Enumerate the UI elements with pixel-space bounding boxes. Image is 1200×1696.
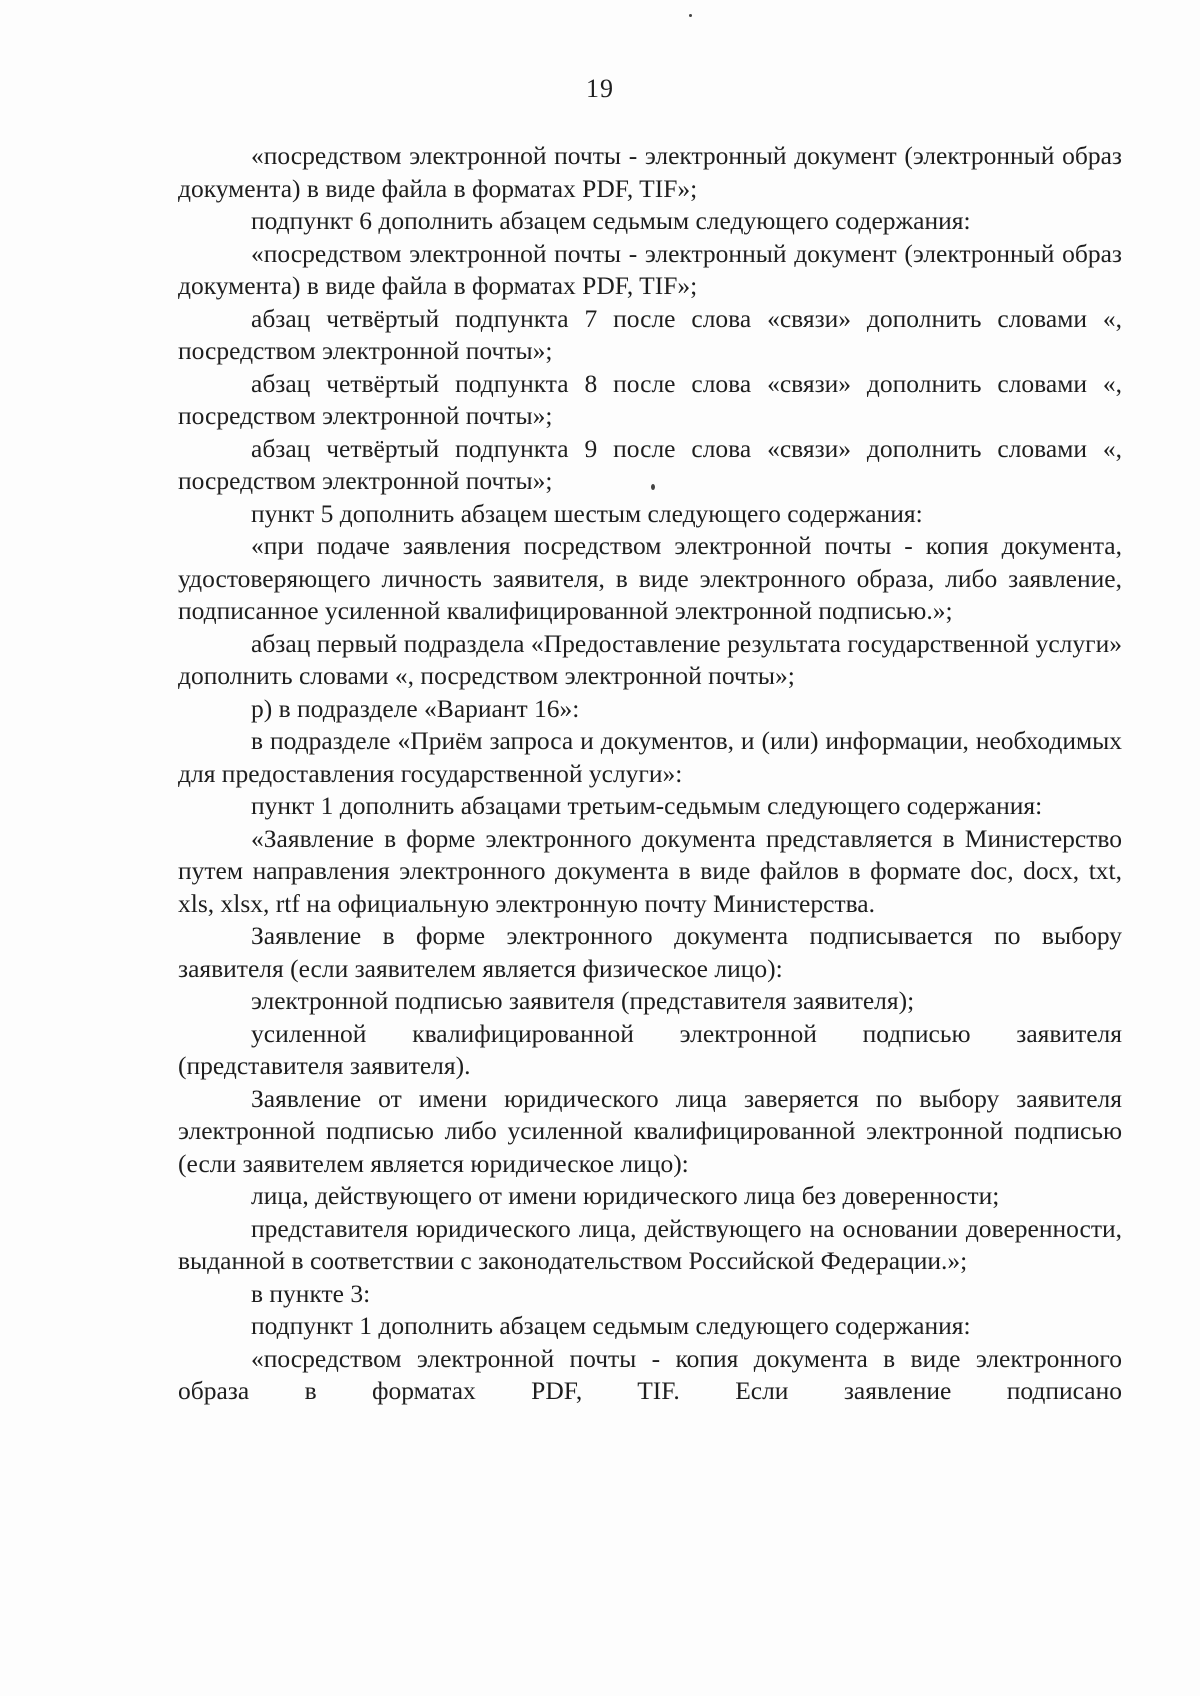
paragraph: «Заявление в форме электронного документа представляется в Министерство путем направления электронного документа в виде файлов в формате doc, docx, txt, xls, xlsx, rtf на официальную электронную почту Министерства. [178, 823, 1122, 918]
paragraph: «посредством электронной почты - копия документа в виде электронного образа в форматах PDF, TIF. Если заявление подписано [178, 1343, 1122, 1405]
paragraph: абзац первый подраздела «Предоставление результата государственной услуги» дополнить словами «, посредством электронной почты»; [178, 628, 1122, 690]
paragraph: в подразделе «Приём запроса и документов, и (или) информации, необходимых для предоставления государственной услуги»: [178, 726, 1122, 788]
paragraph: пункт 5 дополнить абзацем шестым следующего содержания: [251, 498, 923, 528]
paragraph: подпункт 1 дополнить абзацем седьмым следующего содержания: [251, 1311, 971, 1340]
paragraph: усиленной квалифицированной электронной подписью заявителя (представителя заявителя). [178, 1018, 1122, 1080]
paragraph: лица, действующего от имени юридического лица без доверенности; [251, 1181, 1000, 1210]
paragraph: «посредством электронной почты - электронный документ (электронный образ документа) в виде файла в форматах PDF, TIF»; [178, 141, 1122, 203]
paragraph: абзац четвёртый подпункта 9 после слова «связи» дополнить словами «, посредством электронной почты»; [178, 433, 1122, 495]
paragraph: в пункте 3: [251, 1278, 371, 1308]
paragraph: абзац четвёртый подпункта 8 после слова «связи» дополнить словами «, посредством электронной почты»; [178, 368, 1122, 430]
paragraph: электронной подписью заявителя (представителя заявителя); [251, 986, 915, 1015]
paragraph: Заявление от имени юридического лица заверяется по выбору заявителя электронной подписью либо усиленной квалифицированной электронной подписью (если заявителем является юридическое лицо): [178, 1083, 1122, 1178]
paragraph: представителя юридического лица, действующего на основании доверенности, выданной в соответствии с законодательством Российской Федерации.»; [178, 1213, 1122, 1275]
page-number: 19 [586, 74, 614, 103]
scan-speck [689, 14, 692, 17]
paragraph: Заявление в форме электронного документа подписывается по выбору заявителя (если заявителем является физическое лицо): [178, 921, 1122, 983]
paragraph: р) в подразделе «Вариант 16»: [251, 693, 580, 723]
paragraph: абзац четвёртый подпункта 7 после слова «связи» дополнить словами «, посредством электронной почты»; [178, 303, 1122, 365]
document-body [178, 140, 1122, 1408]
paragraph: подпункт 6 дополнить абзацем седьмым следующего содержания: [251, 206, 971, 235]
paragraph: пункт 1 дополнить абзацами третьим-седьмым следующего содержания: [251, 791, 1043, 820]
paragraph: «посредством электронной почты - электронный документ (электронный образ документа) в виде файла в форматах PDF, TIF»; [178, 238, 1122, 300]
paragraph: «при подаче заявления посредством электронной почты - копия документа, удостоверяющего личность заявителя, в виде электронного образа, либо заявление, подписанное усиленной квалифицированной электронной подписью.»; [178, 531, 1122, 625]
